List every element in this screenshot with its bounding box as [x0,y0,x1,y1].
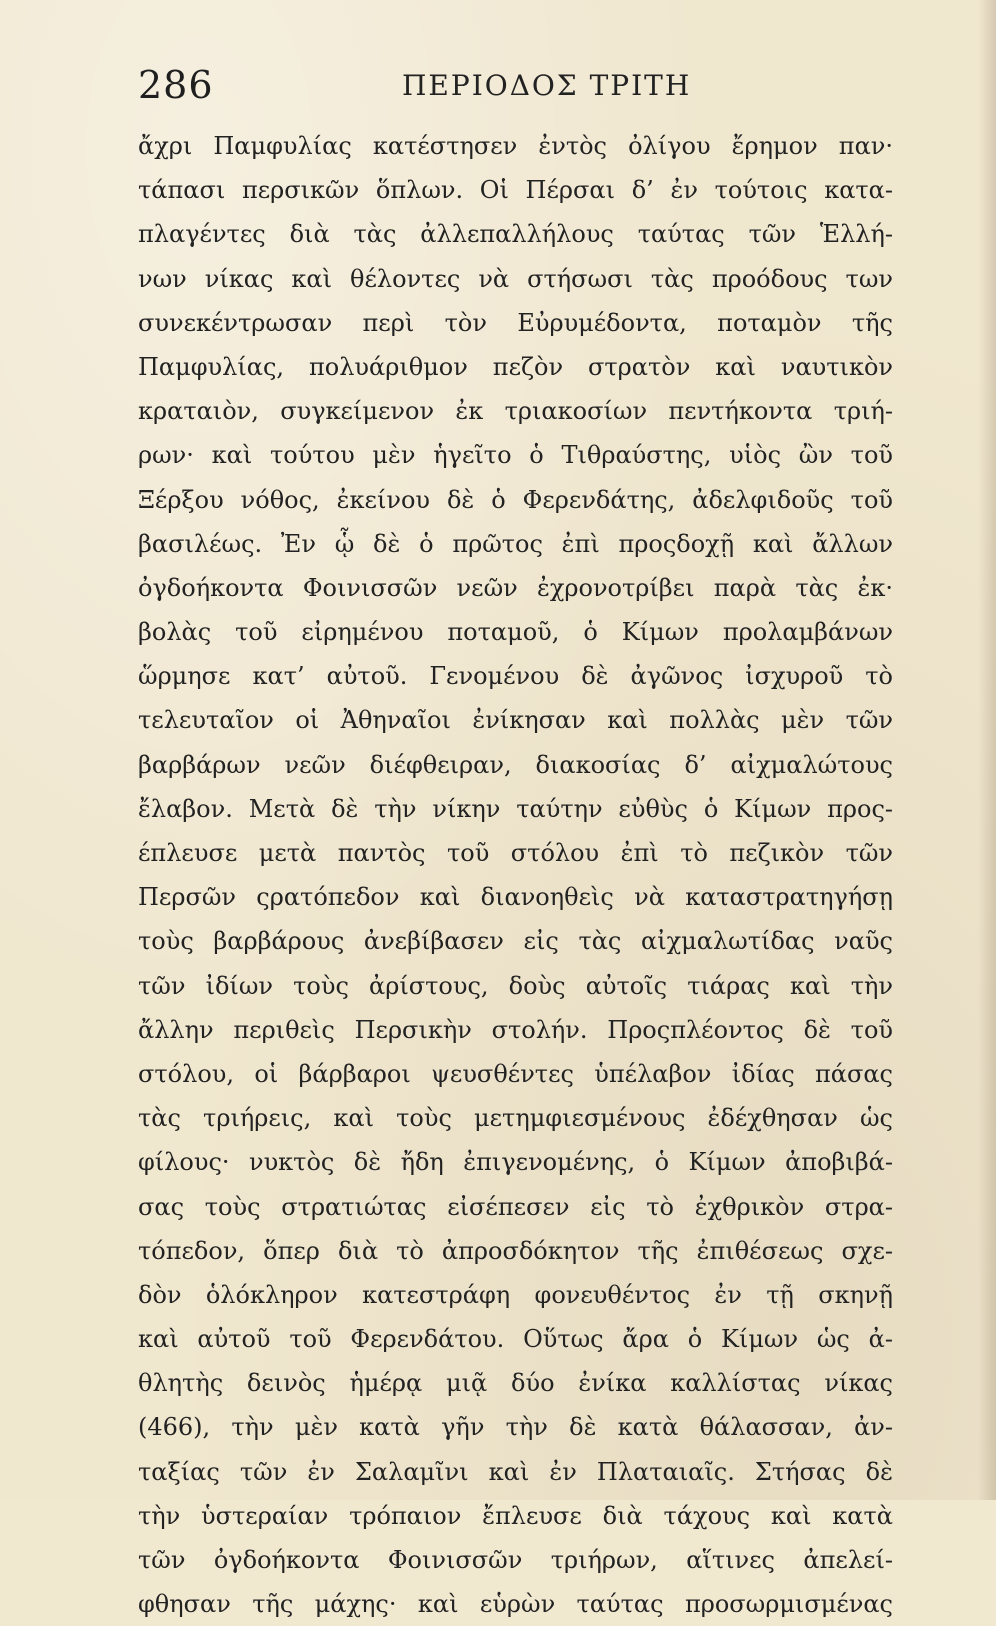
page-edge-shadow [978,0,996,1500]
text-line: ἄχρι Παμφυλίας κατέστησεν ἐντὸς ὀλίγου ἔρημον παν· [138,132,893,160]
page-header [138,58,898,112]
text-line: Περσῶν ςρατόπεδον καὶ διανοηθεὶς νὰ καταστρατηγήσῃ [138,883,893,912]
text-line: Ξέρξου νόθος, ἐκείνου δὲ ὁ Φερενδάτης, ἀδελφιδοῦς τοῦ [138,485,893,514]
text-line: σας τοὺς στρατιώτας εἰσέπεσεν εἰς τὸ ἐχθρικὸν στρα- [138,1192,893,1221]
text-line: τὴν ὑστεραίαν τρόπαιον ἔπλευσε διὰ τάχους καὶ κατὰ [138,1501,893,1530]
text-line: φθησαν τῆς μάχης· καὶ εὑρὼν ταύτας προσωρμισμένας [138,1590,893,1619]
text-line: φίλους· νυκτὸς δὲ ἤδη ἐπιγενομένης, ὁ Κίμων ἀποβιβά- [138,1148,893,1177]
text-line: τῶν ὀγδοήκοντα Φοινισσῶν τριήρων, αἵτινες ἀπελεί- [138,1546,893,1574]
text-line: στόλου, οἱ βάρβαροι ψευσθέντες ὑπέλαβον ἰδίας πάσας [138,1059,893,1088]
text-line: έπλευσε μετὰ παντὸς τοῦ στόλου ἐπὶ τὸ πεζικὸν τῶν [138,839,893,867]
text-line: ταξίας τῶν ἐν Σαλαμῖνι καὶ ἐν Πλαταιαῖς. Στήσας δὲ [138,1457,893,1486]
page-number: 286 [138,63,214,107]
text-line: βολὰς τοῦ εἰρημένου ποταμοῦ, ὁ Κίμων προλαμβάνων [138,618,893,647]
body-text [138,124,893,1626]
text-line: τάπασι περσικῶν ὅπλων. Οἱ Πέρσαι δ’ ἐν τούτοις κατα- [138,176,893,205]
text-line: τόπεδον, ὅπερ διὰ τὸ ἀπροσδόκητον τῆς ἐπιθέσεως σχε- [138,1236,893,1265]
text-line: βαρβάρων νεῶν διέφθειραν, διακοσίας δ’ αἰχμαλώτους [138,750,893,779]
text-line: τελευταῖον οἱ Ἀθηναῖοι ἐνίκησαν καὶ πολλὰς μὲν τῶν [138,706,893,735]
text-line: ἄλλην περιθεὶς Περσικὴν στολήν. Προςπλέοντος δὲ τοῦ [138,1015,893,1044]
text-line: κραταιὸν, συγκείμενον ἐκ τριακοσίων πεντήκοντα τριή- [138,397,893,426]
text-line: συνεκέντρωσαν περὶ τὸν Εὐρυμέδοντα, ποταμὸν τῆς [138,308,893,337]
text-line: ἔλαβον. Μετὰ δὲ τὴν νίκην ταύτην εὐθὺς ὁ Κίμων προς- [138,794,893,823]
text-line: ρων· καὶ τούτου μὲν ἡγεῖτο ὁ Τιθραύστης, υἱὸς ὢν τοῦ [138,441,893,470]
text-line: βασιλέως. Ἐν ᾧ δὲ ὁ πρῶτος ἐπὶ προςδοχῇ καὶ ἄλλων [138,529,893,558]
text-line: ὀγδοήκοντα Φοινισσῶν νεῶν ἐχρονοτρίβει παρὰ τὰς ἐκ· [138,573,893,602]
running-head: ΠΕΡΙΟΔΟΣ ΤΡΙΤΗ [402,69,692,102]
text-line: νων νίκας καὶ θέλοντες νὰ στήσωσι τὰς προόδους των [138,264,893,293]
text-line: Παμφυλίας, πολυάριθμον πεζὸν στρατὸν καὶ ναυτικὸν [138,352,893,381]
text-line: τοὺς βαρβάρους ἀνεβίβασεν εἰς τὰς αἰχμαλωτίδας ναῦς [138,927,893,956]
text-line: (466), τὴν μὲν κατὰ γῆν τὴν δὲ κατὰ θάλασσαν, ἀν- [138,1413,893,1442]
text-line: τὰς τριήρεις, καὶ τοὺς μετημφιεσμένους ἐδέχθησαν ὡς [138,1104,893,1133]
text-line: τῶν ἰδίων τοὺς ἀρίστους, δοὺς αὐτοῖς τιάρας καὶ τὴν [138,971,893,1000]
text-line: ὥρμησε κατ’ αὐτοῦ. Γενομένου δὲ ἀγῶνος ἰσχυροῦ τὸ [138,662,893,691]
text-line: καὶ αὐτοῦ τοῦ Φερενδάτου. Οὕτως ἄρα ὁ Κίμων ὡς ἀ- [138,1325,893,1354]
text-line: θλητὴς δεινὸς ἡμέρᾳ μιᾷ δύο ἐνίκα καλλίστας νίκας [138,1369,893,1398]
text-line: δὸν ὁλόκληρον κατεστράφη φονευθέντος ἐν τῇ σκηνῇ [138,1280,893,1309]
text-line: πλαγέντες διὰ τὰς ἀλλεπαλλήλους ταύτας τῶν Ἑλλή- [138,220,893,249]
